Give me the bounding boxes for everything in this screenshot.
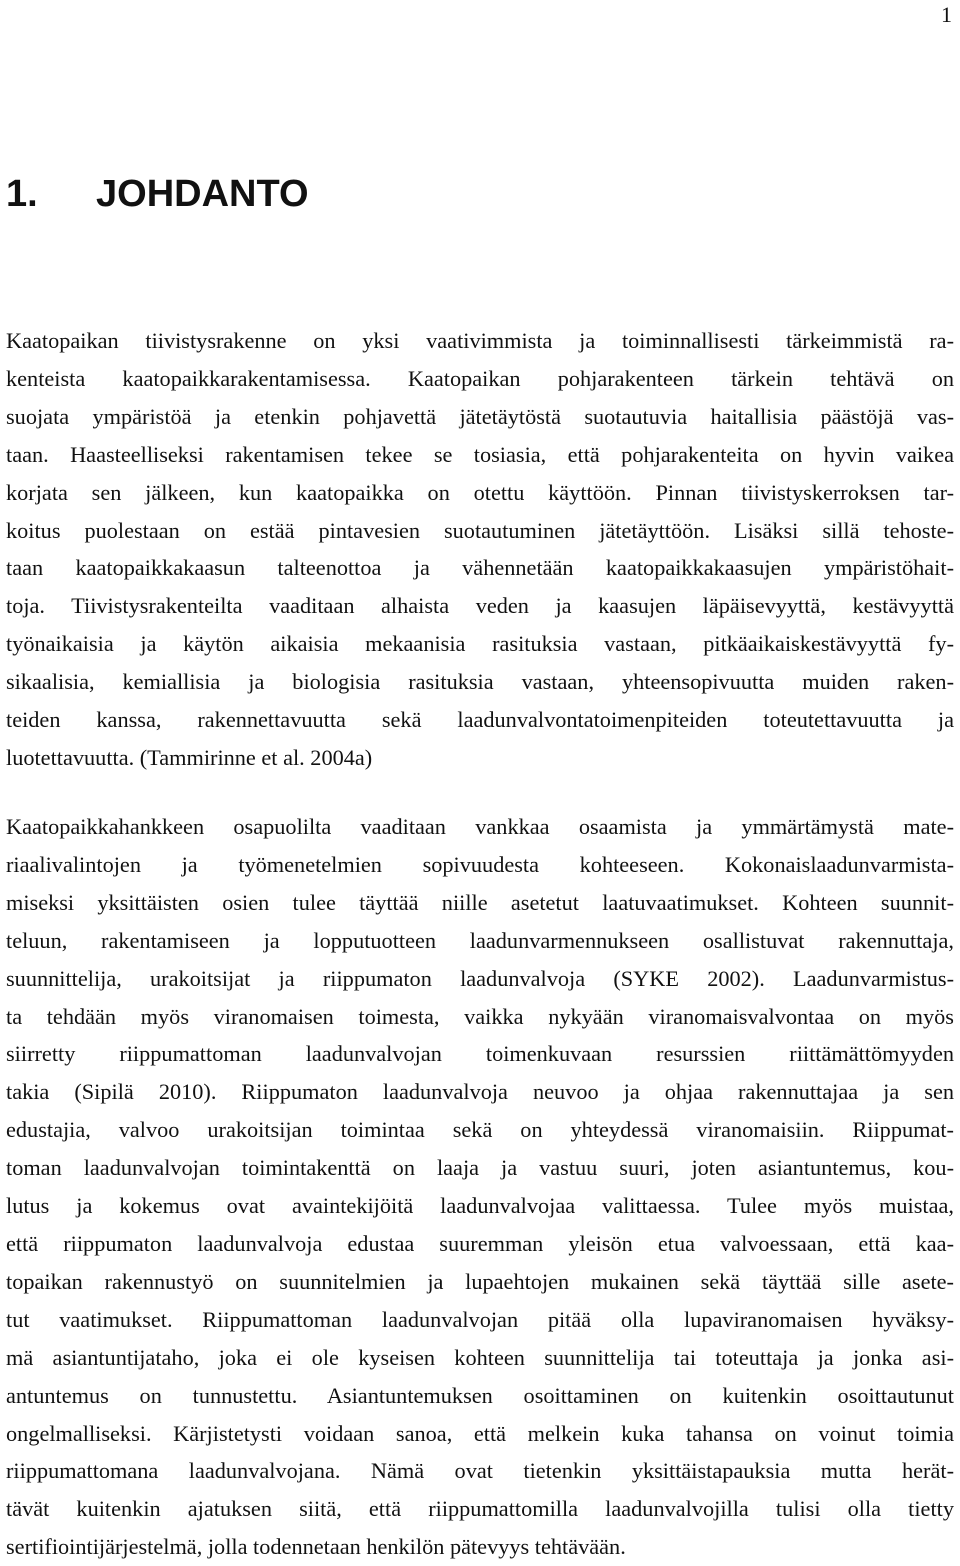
chapter-title: JOHDANTO <box>96 173 309 215</box>
paragraph-line: työnaikaisia ja käytön aikaisia mekaanisia rasituksia vastaan, pitkäaikaiskestävyyttä fy- <box>6 631 954 657</box>
paragraph-line: sertifiointijärjestelmä, jolla todennetaan henkilön pätevyys tehtävään. <box>6 1534 626 1560</box>
paragraph <box>6 322 954 777</box>
chapter-heading <box>6 170 309 218</box>
paragraph-line: mä asiantuntijataho, joka ei ole kyseisen kohteen suunnittelija tai toteuttaja ja jonka asi- <box>6 1344 954 1370</box>
paragraph-line: koitus puolestaan on estää pintavesien suotautuminen jätetäyttöön. Lisäksi sillä tehoste- <box>6 517 954 543</box>
paragraph-line: suojata ympäristöä ja etenkin pohjavettä jätetäytöstä suotautuvia haitallisia päästöjä vas- <box>6 403 954 429</box>
paragraph-line: riippumattomana laadunvalvojana. Nämä ovat tietenkin yksittäistapauksia mutta herät- <box>6 1458 954 1484</box>
paragraph-line: teiden kanssa, rakennettavuutta sekä laadunvalvontatoimenpiteiden toteutettavuutta ja <box>6 707 954 733</box>
paragraph-line: miseksi yksittäisten osien tulee täyttää niille asetetut laatuvaatimukset. Kohteen suunnit- <box>6 889 954 915</box>
paragraph-line: Kaatopaikan tiivistysrakenne on yksi vaativimmista ja toiminnallisesti tärkeimmistä ra- <box>6 328 954 353</box>
paragraph-line: siirretty riippumattoman laadunvalvojan toimenkuvaan resurssien riittämättömyyden <box>6 1041 954 1067</box>
paragraph-line: tävät kuitenkin ajatuksen siitä, että riippumattomilla laadunvalvojilla tulisi olla tietty <box>6 1496 954 1522</box>
paragraph-line: teluun, rakentamiseen ja lopputuotteen laadunvarmennukseen osallistuvat rakennuttaja, <box>6 927 954 953</box>
paragraph <box>6 808 954 1566</box>
paragraph-line: että riippumaton laadunvalvoja edustaa suuremman yleisön etua valvoessaan, että kaa- <box>6 1230 954 1256</box>
paragraph-line: Kaatopaikkahankkeen osapuolilta vaaditaan vankkaa osaamista ja ymmärtämystä mate- <box>6 814 954 839</box>
paragraph-line: korjata sen jälkeen, kun kaatopaikka on otettu käyttöön. Pinnan tiivistyskerroksen tar- <box>6 479 954 505</box>
paragraph-line: toman laadunvalvojan toimintakenttä on laaja ja vastuu suuri, joten asiantuntemus, kou- <box>6 1155 954 1181</box>
paragraph-line: topaikan rakennustyö on suunnitelmien ja lupaehtojen mukainen sekä täyttää sille asete- <box>6 1268 954 1294</box>
paragraph-line: tut vaatimukset. Riippumattoman laadunvalvojan pitää olla lupaviranomaisen hyväksy- <box>6 1306 954 1332</box>
paragraph-line: ta tehdään myös viranomaisen toimesta, vaikka nykyään viranomaisvalvontaa on myös <box>6 1003 954 1029</box>
paragraph-line: antuntemus on tunnustettu. Asiantuntemuksen osoittaminen on kuitenkin osoittautunut <box>6 1382 954 1408</box>
paragraph-line: kenteista kaatopaikkarakentamisessa. Kaatopaikan pohjarakenteen tärkein tehtävä on <box>6 365 954 391</box>
paragraph-line: toja. Tiivistysrakenteilta vaaditaan alhaista veden ja kaasujen läpäisevyyttä, kestävyyttä <box>6 593 954 619</box>
paragraph-line: luotettavuutta. (Tammirinne et al. 2004a) <box>6 744 373 770</box>
page-number: 1 <box>941 2 952 27</box>
paragraph-line: taan. Haasteelliseksi rakentamisen tekee se tosiasia, että pohjarakenteita on hyvin vaikea <box>6 441 954 467</box>
paragraph-line: edustajia, valvoo urakoitsijan toimintaa sekä on yhteydessä viranomaisiin. Riippumat- <box>6 1117 954 1143</box>
paragraph-line: lutus ja kokemus ovat avaintekijöitä laadunvalvojaa valittaessa. Tulee myös muistaa, <box>6 1193 954 1219</box>
paragraph-line: taan kaatopaikkakaasun talteenottoa ja vähennetään kaatopaikkakaasujen ympäristöhait- <box>6 555 954 581</box>
paragraph-line: sikaalisia, kemiallisia ja biologisia rasituksia vastaan, yhteensopivuutta muiden raken- <box>6 669 954 695</box>
paragraph-line: takia (Sipilä 2010). Riippumaton laadunvalvoja neuvoo ja ohjaa rakennuttajaa ja sen <box>6 1079 954 1105</box>
paragraph-line: riaalivalintojen ja työmenetelmien sopivuudesta kohteeseen. Kokonaislaadunvarmista- <box>6 851 954 877</box>
paragraph-line: ongelmalliseksi. Kärjistetysti voidaan sanoa, että melkein kuka tahansa on voinut toimia <box>6 1420 954 1446</box>
paragraph-line: suunnittelija, urakoitsijat ja riippumaton laadunvalvoja (SYKE 2002). Laadunvarmistus- <box>6 965 954 991</box>
chapter-number: 1. <box>6 173 38 215</box>
